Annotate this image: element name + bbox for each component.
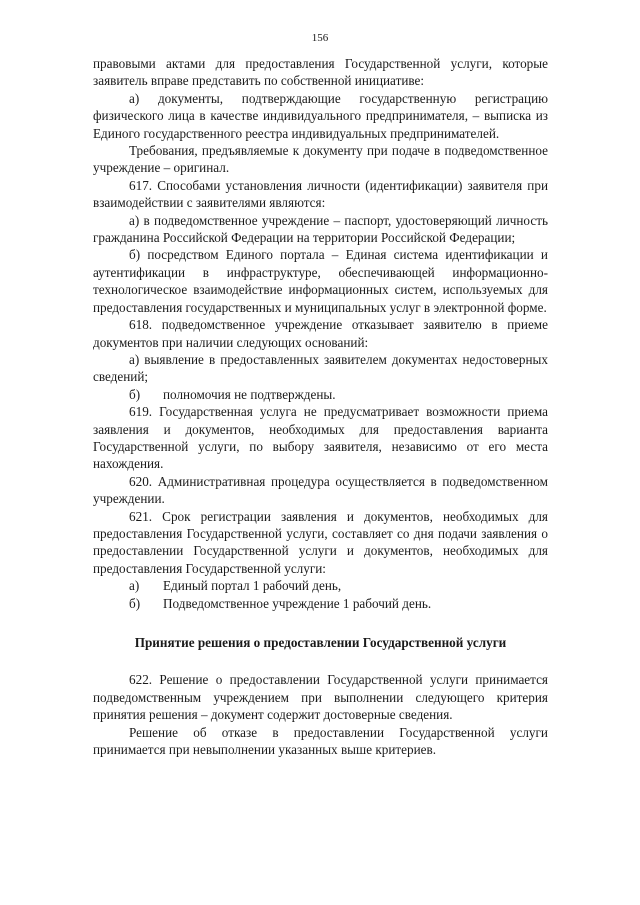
numbered-clause: 621. Срок регистрации заявления и документов, необходимых для предоставления Государственной услуги, составляет со дня подачи заявления о предоставлении Государственной услуги и документов, необходимых для предоставления Государственной услуги: xyxy=(93,508,548,576)
list-marker: б) xyxy=(129,595,141,611)
list-item: б) посредством Единого портала – Единая система идентификации и аутентификации в инфраструктуре, обеспечивающей информационно-технологическое взаимодействие информационных систем, используемых для предоставления государственных и муниципальных услуг в электронной форме. xyxy=(93,247,548,315)
numbered-clause: 620. Административная процедура осуществляется в подведомственном учреждении. xyxy=(93,473,548,507)
list-item: а) в подведомственное учреждение – паспорт, удостоверяющий личность гражданина Российской Федерации на территории Российской Федерации; xyxy=(93,212,548,246)
numbered-clause: 619. Государственная услуга не предусматривает возможности приема заявления и документов, необходимых для предоставления варианта Государственной услуги, по выбору заявителя, независимо от его места нахождения. xyxy=(93,404,548,472)
list-item xyxy=(93,386,548,403)
list-marker: а) xyxy=(129,578,140,594)
numbered-clause: 617. Способами установления личности (идентификации) заявителя при взаимодействии с заявителями являются: xyxy=(93,177,548,211)
list-marker: б) xyxy=(129,386,141,402)
paragraph: Требования, предъявляемые к документу при подаче в подведомственное учреждение – оригинал. xyxy=(93,143,548,176)
numbered-clause: 622. Решение о предоставлении Государственной услуги принимается подведомственным учреждением при выполнении следующего критерия принятия решения – документ содержит достоверные сведения. xyxy=(93,672,548,723)
list-item: а) документы, подтверждающие государственную регистрацию физического лица в качестве индивидуального предпринимателя, – выписка из Единого государственного реестра индивидуальных предпринимателей. xyxy=(93,90,548,141)
numbered-clause: 618. подведомственное учреждение отказывает заявителю в приеме документов при наличии следующих оснований: xyxy=(93,317,548,350)
document-body xyxy=(93,55,548,758)
list-item-text: полномочия не подтверждены. xyxy=(163,386,336,402)
list-item-text: Единый портал 1 рабочий день, xyxy=(163,578,342,594)
page-number: 156 xyxy=(311,32,329,44)
paragraph: правовыми актами для предоставления Государственной услуги, которые заявитель вправе представить по собственной инициативе: xyxy=(93,56,548,89)
list-item xyxy=(93,577,548,594)
list-item: а) выявление в предоставленных заявителем документах недостоверных сведений; xyxy=(93,351,548,385)
section-heading: Принятие решения о предоставлении Государственной услуги xyxy=(134,635,507,650)
paragraph: Решение об отказе в предоставлении Государственной услуги принимается при невыполнении указанных выше критериев. xyxy=(93,724,548,758)
list-item-text: Подведомственное учреждение 1 рабочий день. xyxy=(163,595,432,611)
list-item xyxy=(93,595,548,612)
